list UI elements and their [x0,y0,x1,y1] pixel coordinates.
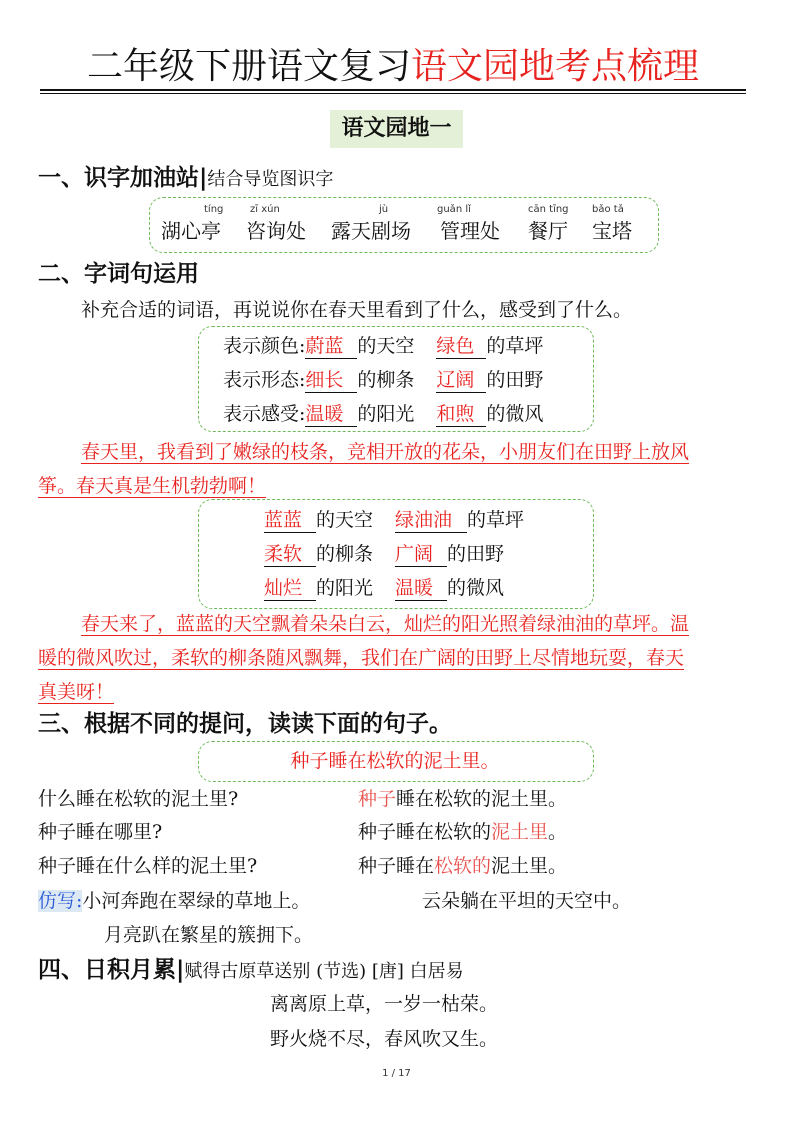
poem-line-2: 野火烧不尽，春风吹又生。 [270,1028,499,1050]
model-sentence: 种子睡在松软的泥土里。 [290,750,500,772]
group1-row-2: 表示形态:细长 的柳条 辽阔 的田野 [223,369,544,391]
imitate-example-2: 云朵躺在平坦的天空中。 [422,890,632,912]
section2-instruction: 补充合适的词语，再说说你在春天里看到了什么，感受到了什么。 [81,299,633,321]
title-red: 语文园地考点梳理 [411,46,700,87]
paragraph-2: 春天来了，蓝蓝的天空飘着朵朵白云，灿烂的阳光照着绿油油的草坪。温 暖的微风吹过，柔软的柳条随风飘舞，我们在广阔的田野上尽情地玩耍，春天 真美呀！ [38,613,690,703]
imitate-line-1: 仿写:小河奔跑在翠绿的草地上。 [38,890,311,912]
paragraph-1: 春天里，我看到了嫩绿的枝条，竞相开放的花朵，小朋友们在田野上放风 筝。春天真是生机勃勃啊！ [38,441,690,497]
title-black: 二年级下册语文复习 [86,46,411,87]
group1-row-1: 表示颜色:蔚蓝 的天空 绿色 的草坪 [223,335,544,357]
answer-2: 种子睡在松软的泥土里。 [358,821,568,843]
page-title [40,42,746,92]
document-page: 二年级下册语文复习语文园地考点梳理 语文园地一 一、识字加油站|结合导览图识字 tíng 湖心亭 zī xún 咨询处 jù 露天剧场 guǎn lǐ 管理处 cān tīng 餐厅 bǎo tǎ 宝塔 二、字词句运用 补充合适的词语，再说说你在春天里看到了什么，感受到了什么。 表示颜色:蔚蓝 的天空 绿色 的草坪 表示形态:细长 的柳条 辽阔 的田野 表示感受:温暖 的阳光 和煦 的微风 春天里，我看到了嫩绿的枝条，竞相开放的花朵，小朋友们在田野上放风 筝。春天真是生机勃勃啊！ 蓝蓝 的天空 绿油油 的草坪 柔软 的柳条 广阔 的田野 灿烂 的阳光 温暖 的微风 春天来了，蓝蓝的天空飘着朵朵白云，灿烂的阳光照着绿油油的草坪。温 暖的微风吹过，柔软的柳条随风飘舞，我们在广阔的田野上尽情地玩耍，春天 真美呀！ 三、根据不同的提问，读读下面的句子。 种子睡在松软的泥土里。 什么睡在松软的泥土里? 种子睡在松软的泥土里。 种子睡在哪里? 种子睡在松软的泥土里。 种子睡在什么样的泥土里? 种子睡在松软的泥土里。 仿写:小河奔跑在翠绿的草地上。 云朵躺在平坦的天空中。 月亮趴在繁星的簇拥下。 四、日积月累|赋得古原草送别 (节选) [唐] 白居易 离离原上草，一岁一枯荣。 野火烧不尽，春风吹又生。 1 / 17 [0,0,793,1122]
section3-heading: 三、根据不同的提问，读读下面的句子。 [38,711,452,737]
imitate-label: 仿写: [38,890,83,912]
section4-subtitle: 赋得古原草送别 (节选) [唐] 白居易 [184,961,464,982]
section4-heading: 四、日积月累|赋得古原草送别 (节选) [唐] 白居易 [38,957,464,983]
group2-row-2: 柔软 的柳条 广阔 的田野 [264,543,505,565]
section2-heading: 二、字词句运用 [38,261,199,287]
group2-row-3: 灿烂 的阳光 温暖 的微风 [264,577,505,599]
group1-row-3: 表示感受:温暖 的阳光 和煦 的微风 [223,403,544,425]
page-number: 1 / 17 [382,1068,411,1079]
answer-3: 种子睡在松软的泥土里。 [358,855,568,877]
question-2: 种子睡在哪里? [38,821,163,843]
section1-heading: 一、识字加油站|结合导览图识字 [38,165,334,191]
question-3: 种子睡在什么样的泥土里? [38,855,258,877]
answer-1: 种子睡在松软的泥土里。 [358,788,568,810]
imitate-example-3: 月亮趴在繁星的簇拥下。 [104,924,314,946]
group2-row-1: 蓝蓝 的天空 绿油油 的草坪 [264,509,525,531]
question-1: 什么睡在松软的泥土里? [38,788,239,810]
title-rule-thin [40,93,746,94]
unit-title: 语文园地一 [330,110,463,148]
poem-line-1: 离离原上草，一岁一枯荣。 [270,993,499,1015]
title-rule [40,89,746,91]
section1-subtitle: 结合导览图识字 [207,169,334,190]
